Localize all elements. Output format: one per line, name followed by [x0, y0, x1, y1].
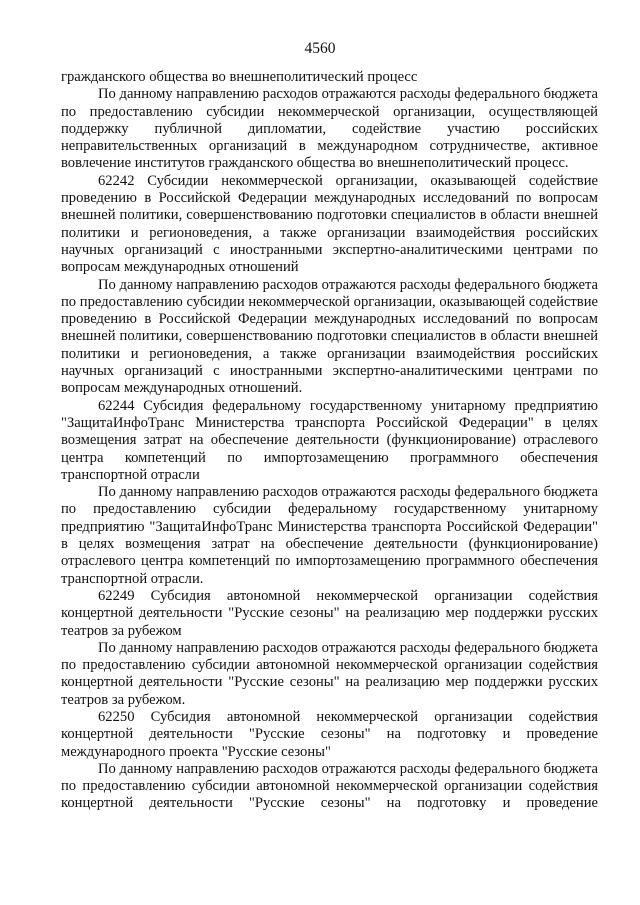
paragraph-description: По данному направлению расходов отражаются расходы федерального бюджета по предоставлению субсидии некоммерческой организации, оказывающей содействие проведению в Российской Федерации международных исследований по вопросам внешней политики, совершенствованию подготовки специалистов в области внешней политики и регионоведения, а также организации взаимодействия российских научных организаций с иностранными экспертно-аналитическими центрами по вопросам международных отношений. [61, 276, 598, 397]
paragraph-code-62250: 62250 Субсидия автономной некоммерческой организации содействия концертной деятельности "Русские сезоны" на подготовку и проведение международного проекта "Русские сезоны" [61, 708, 598, 760]
page-number: 4560 [304, 40, 336, 57]
paragraph-description: По данному направлению расходов отражаются расходы федерального бюджета по предоставлению субсидии некоммерческой организации, осуществляющей поддержку публичной дипломатии, содействие участию российских неправительственных организаций в международном сотрудничестве, активное вовлечение институтов гражданского общества во внешнеполитический процесс. [61, 86, 598, 172]
paragraph-code-62249: 62249 Субсидия автономной некоммерческой организации содействия концертной деятельности "Русские сезоны" на реализацию мер поддержки русских театров за рубежом [61, 587, 598, 639]
paragraph-code-62244: 62244 Субсидия федеральному государственному унитарному предприятию "ЗащитаИнфоТранс Министерства транспорта Российской Федерации" в целях возмещения затрат на обеспечение деятельности (функционирование) отраслевого центра компетенций по импортозамещению программного обеспечения транспортной отрасли [61, 397, 598, 483]
paragraph-description: По данному направлению расходов отражаются расходы федерального бюджета по предоставлению субсидии автономной некоммерческой организации содействия концертной деятельности "Русские сезоны" на реализацию мер поддержки русских театров за рубежом. [61, 639, 598, 708]
paragraph-description-continued: По данному направлению расходов отражаются расходы федерального бюджета по предоставлению субсидии автономной некоммерческой организации содействия концертной деятельности "Русские сезоны" на подготовку и проведение [61, 760, 598, 812]
paragraph-description: По данному направлению расходов отражаются расходы федерального бюджета по предоставлению субсидии федеральному государственному унитарному предприятию "ЗащитаИнфоТранс Министерства транспорта Российской Федерации" в целях возмещения затрат на обеспечение деятельности (функционирование) отраслевого центра компетенций по импортозамещению программного обеспечения транспортной отрасли. [61, 484, 598, 587]
paragraph-code-62242: 62242 Субсидии некоммерческой организации, оказывающей содействие проведению в Российской Федерации международных исследований по вопросам внешней политики, совершенствованию подготовки специалистов в области внешней политики и регионоведения, а также организации взаимодействия российских научных организаций с иностранными экспертно-аналитическими центрами по вопросам международных отношений [61, 172, 598, 276]
document-body [61, 69, 598, 813]
paragraph-continuation: гражданского общества во внешнеполитический процесс [61, 69, 418, 85]
